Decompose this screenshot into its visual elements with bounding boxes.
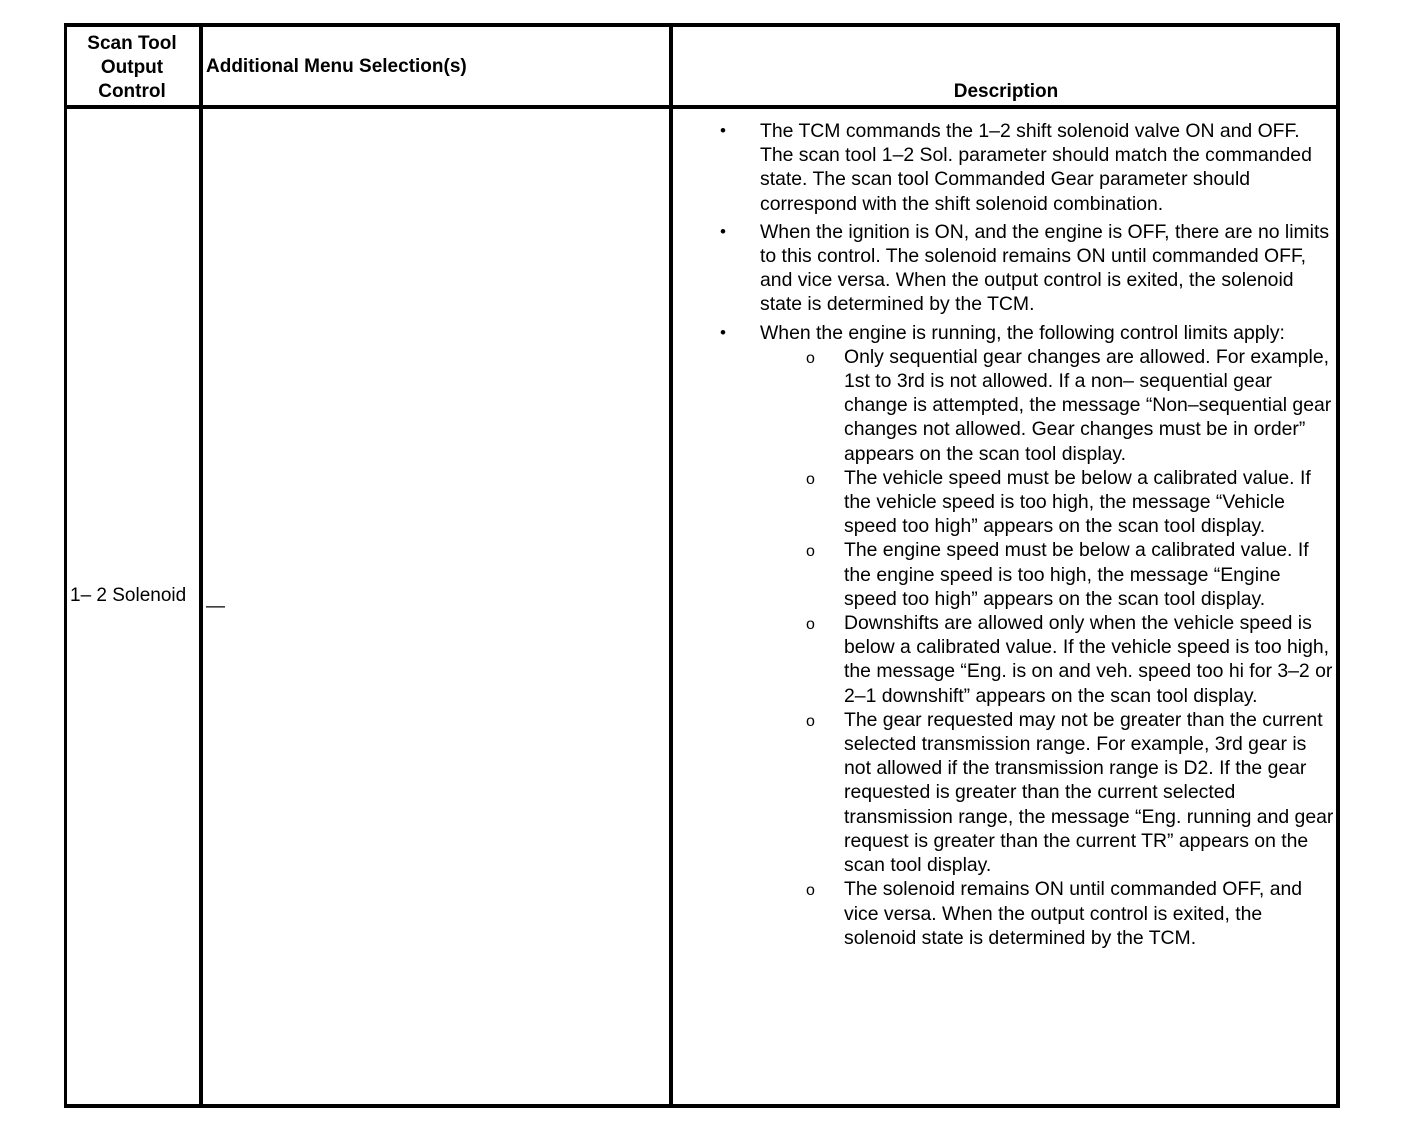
sub-item-text: The gear requested may not be greater than the current selected transmission range. For example, 3rd gear is not allowed if the transmission range is D2. If the gear requested is greater than the current selected transmission range, the message “Eng. running and gear request is greater than the current TR” appears on the scan tool display. xyxy=(844,708,1334,877)
sub-bullet-mark: o xyxy=(806,470,815,488)
table-left-border xyxy=(64,23,67,1108)
bullet-text: When the ignition is ON, and the engine is OFF, there are no limits to this control. The solenoid remains ON until commanded OFF, and vice versa. When the output control is exited, the solenoid state is determined by the TCM. xyxy=(760,220,1330,316)
header-description: Description xyxy=(953,81,1059,102)
column-divider-1 xyxy=(199,23,203,1108)
sub-item-text: Downshifts are allowed only when the vehicle speed is below a calibrated value. If the vehicle speed is too high, the message “Eng. is on and veh. speed too hi for 3–2 or 2–1 downshift” appears on the scan tool display. xyxy=(844,612,1333,707)
sub-bullet-mark: o xyxy=(806,543,815,561)
sub-list-item xyxy=(676,538,1336,611)
sub-item-text: Only sequential gear changes are allowed. For example, 1st to 3rd is not allowed. If a non– sequential gear change is attempted, the message “Non–sequential gear changes not allowed. Gear changes must be in order” appears on the scan tool display. xyxy=(844,345,1332,465)
description-cell xyxy=(676,119,1336,950)
bullet-mark: • xyxy=(720,121,726,140)
sub-list-item xyxy=(676,877,1336,950)
table-bottom-border xyxy=(64,1104,1340,1108)
bullet-text: The TCM commands the 1–2 shift solenoid valve ON and OFF. The scan tool 1–2 Sol. parameter should match the commanded state. The scan tool Commanded Gear parameter should correspond with the shift solenoid combination. xyxy=(760,120,1312,215)
output-control-name: 1– 2 Solenoid xyxy=(70,585,187,606)
sub-list-item xyxy=(676,345,1336,466)
list-item xyxy=(676,220,1336,317)
bullet-text: When the engine is running, the following control limits apply: xyxy=(760,321,1285,344)
header-additional-menu-selections: Additional Menu Selection(s) xyxy=(206,56,467,77)
list-item xyxy=(676,321,1336,345)
sub-bullet-mark: o xyxy=(806,712,815,730)
sub-list-item xyxy=(676,611,1336,708)
sub-item-text: The solenoid remains ON until commanded OFF, and vice versa. When the output control is exited, the solenoid state is determined by the TCM. xyxy=(844,878,1303,949)
sub-list-item xyxy=(676,708,1336,877)
sub-list-item xyxy=(676,466,1336,539)
sub-bullet-mark: o xyxy=(806,616,815,634)
list-item xyxy=(676,119,1336,216)
output-control-table xyxy=(64,23,1340,1110)
header-divider xyxy=(64,105,1340,109)
bullet-mark: • xyxy=(720,322,726,342)
sub-item-text: The vehicle speed must be below a calibrated value. If the vehicle speed is too high, the message “Vehicle speed too high” appears on the scan tool display. xyxy=(844,466,1311,538)
menu-selection-value: — xyxy=(206,596,225,617)
header-scan-tool-output-control: Scan Tool Output Control xyxy=(87,33,177,102)
column-divider-2 xyxy=(669,23,673,1108)
sub-item-text: The engine speed must be below a calibrated value. If the engine speed is too high, the message “Engine speed too high” appears on the scan tool display. xyxy=(844,539,1309,610)
sub-bullet-mark: o xyxy=(806,349,815,367)
sub-bullet-mark: o xyxy=(806,882,815,900)
bullet-mark: • xyxy=(720,221,726,241)
table-right-border xyxy=(1336,23,1340,1108)
table-top-border xyxy=(64,23,1340,27)
